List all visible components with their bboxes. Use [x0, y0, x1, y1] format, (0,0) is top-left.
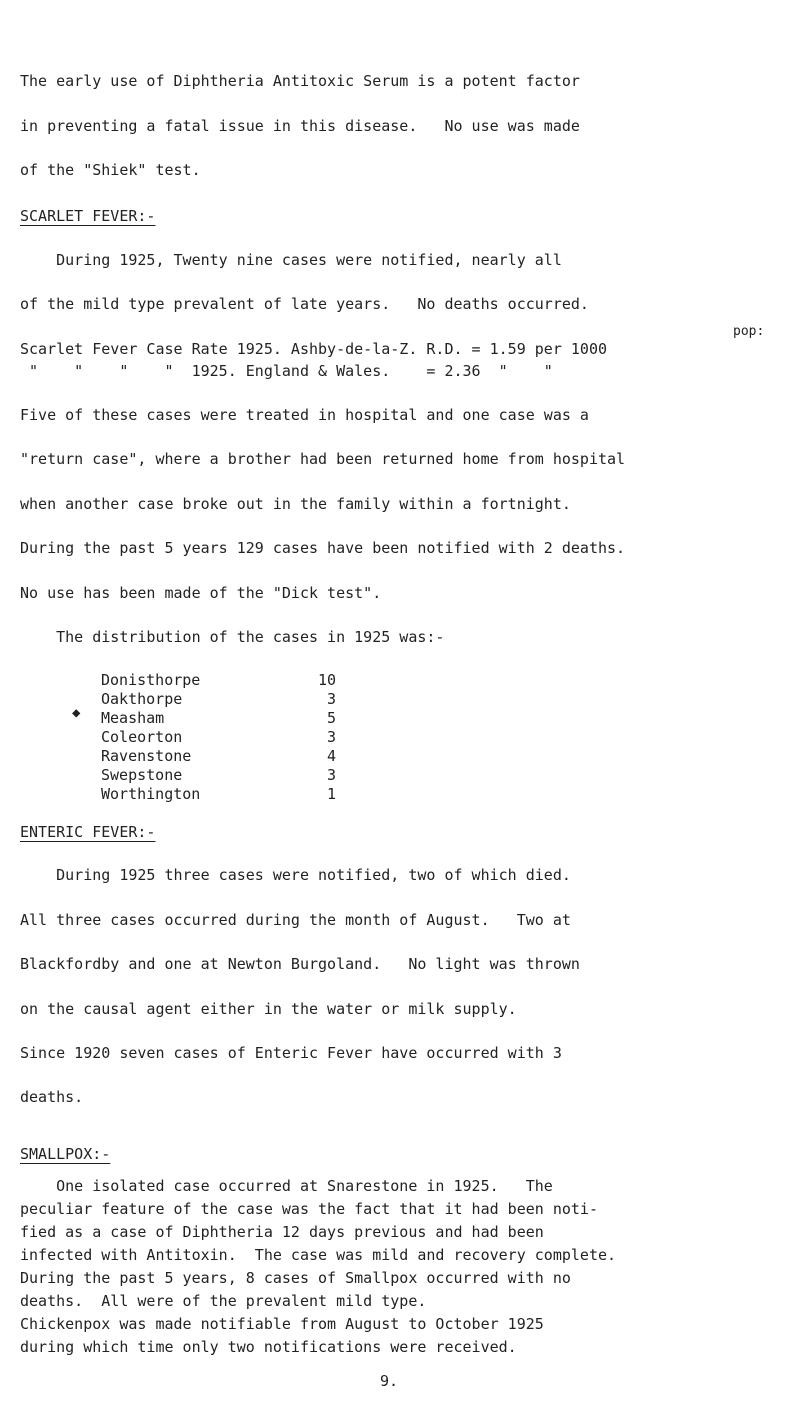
scarlet-para2-line-5: No use has been made of the "Dick test".	[20, 584, 382, 602]
distribution-count: 3	[326, 690, 336, 708]
case-rate-row-2: " " " " 1925. England & Wales. = 2.36 " "	[20, 362, 553, 380]
enteric-line-2: All three cases occurred during the month of August. Two at	[20, 911, 571, 929]
smallpox-line-5: During the past 5 years, 8 cases of Smallpox occurred with no	[20, 1269, 571, 1287]
enteric-line-4: on the causal agent either in the water or milk supply.	[20, 1000, 517, 1018]
distribution-place: Worthington	[101, 785, 201, 803]
distribution-place: Coleorton	[101, 728, 183, 746]
smallpox-line-3: fied as a case of Diphtheria 12 days previous and had been	[20, 1223, 544, 1241]
case-rate-row-1: Scarlet Fever Case Rate 1925. Ashby-de-la-Z. R.D. = 1.59 per 1000	[20, 340, 607, 358]
scarlet-para2-line-3: when another case broke out in the family within a fortnight.	[20, 495, 571, 513]
scarlet-para2-line-4: During the past 5 years 129 cases have been notified with 2 deaths.	[20, 539, 626, 557]
distribution-count: 4	[326, 747, 336, 765]
enteric-line-6: deaths.	[20, 1088, 84, 1106]
distribution-count: 3	[326, 766, 336, 784]
scarlet-para1-line-1: During 1925, Twenty nine cases were notified, nearly all	[20, 251, 562, 269]
enteric-line-3: Blackfordby and one at Newton Burgoland. No light was thrown	[20, 955, 580, 973]
distribution-place: Measham	[101, 709, 165, 727]
distribution-place: Oakthorpe	[101, 690, 183, 708]
distribution-count: 10	[317, 671, 336, 689]
smallpox-line-7: Chickenpox was made notifiable from August to October 1925	[20, 1315, 544, 1333]
smallpox-line-6: deaths. All were of the prevalent mild type.	[20, 1292, 427, 1310]
stray-ink-mark: ◆	[72, 705, 81, 721]
scarlet-fever-heading: SCARLET FEVER:-	[20, 207, 156, 225]
intro-line-3: of the "Shiek" test.	[20, 161, 201, 179]
scarlet-para2-line-1: Five of these cases were treated in hospital and one case was a	[20, 406, 589, 424]
distribution-place: Swepstone	[101, 766, 183, 784]
intro-line-1: The early use of Diphtheria Antitoxic Serum is a potent factor	[20, 72, 580, 90]
smallpox-line-2: peculiar feature of the case was the fact that it had been noti-	[20, 1200, 598, 1218]
distribution-intro: The distribution of the cases in 1925 was:-	[20, 628, 445, 646]
distribution-place: Donisthorpe	[101, 671, 201, 689]
smallpox-heading: SMALLPOX:-	[20, 1145, 111, 1163]
smallpox-line-1: One isolated case occurred at Snarestone in 1925. The	[20, 1177, 553, 1195]
smallpox-line-8: during which time only two notifications were received.	[20, 1338, 517, 1356]
distribution-count: 1	[326, 785, 336, 803]
enteric-line-5: Since 1920 seven cases of Enteric Fever have occurred with 3	[20, 1044, 562, 1062]
distribution-count: 5	[326, 709, 336, 727]
page-number: 9.	[380, 1372, 399, 1390]
pop-label: pop:	[733, 324, 765, 339]
scarlet-para2-line-2: "return case", where a brother had been returned home from hospital	[20, 450, 626, 468]
distribution-count: 3	[326, 728, 336, 746]
enteric-fever-heading: ENTERIC FEVER:-	[20, 823, 156, 841]
scarlet-para1-line-2: of the mild type prevalent of late years. No deaths occurred.	[20, 295, 589, 313]
enteric-line-1: During 1925 three cases were notified, two of which died.	[20, 866, 571, 884]
distribution-place: Ravenstone	[101, 747, 192, 765]
smallpox-line-4: infected with Antitoxin. The case was mild and recovery complete.	[20, 1246, 617, 1264]
intro-line-2: in preventing a fatal issue in this disease. No use was made	[20, 117, 580, 135]
